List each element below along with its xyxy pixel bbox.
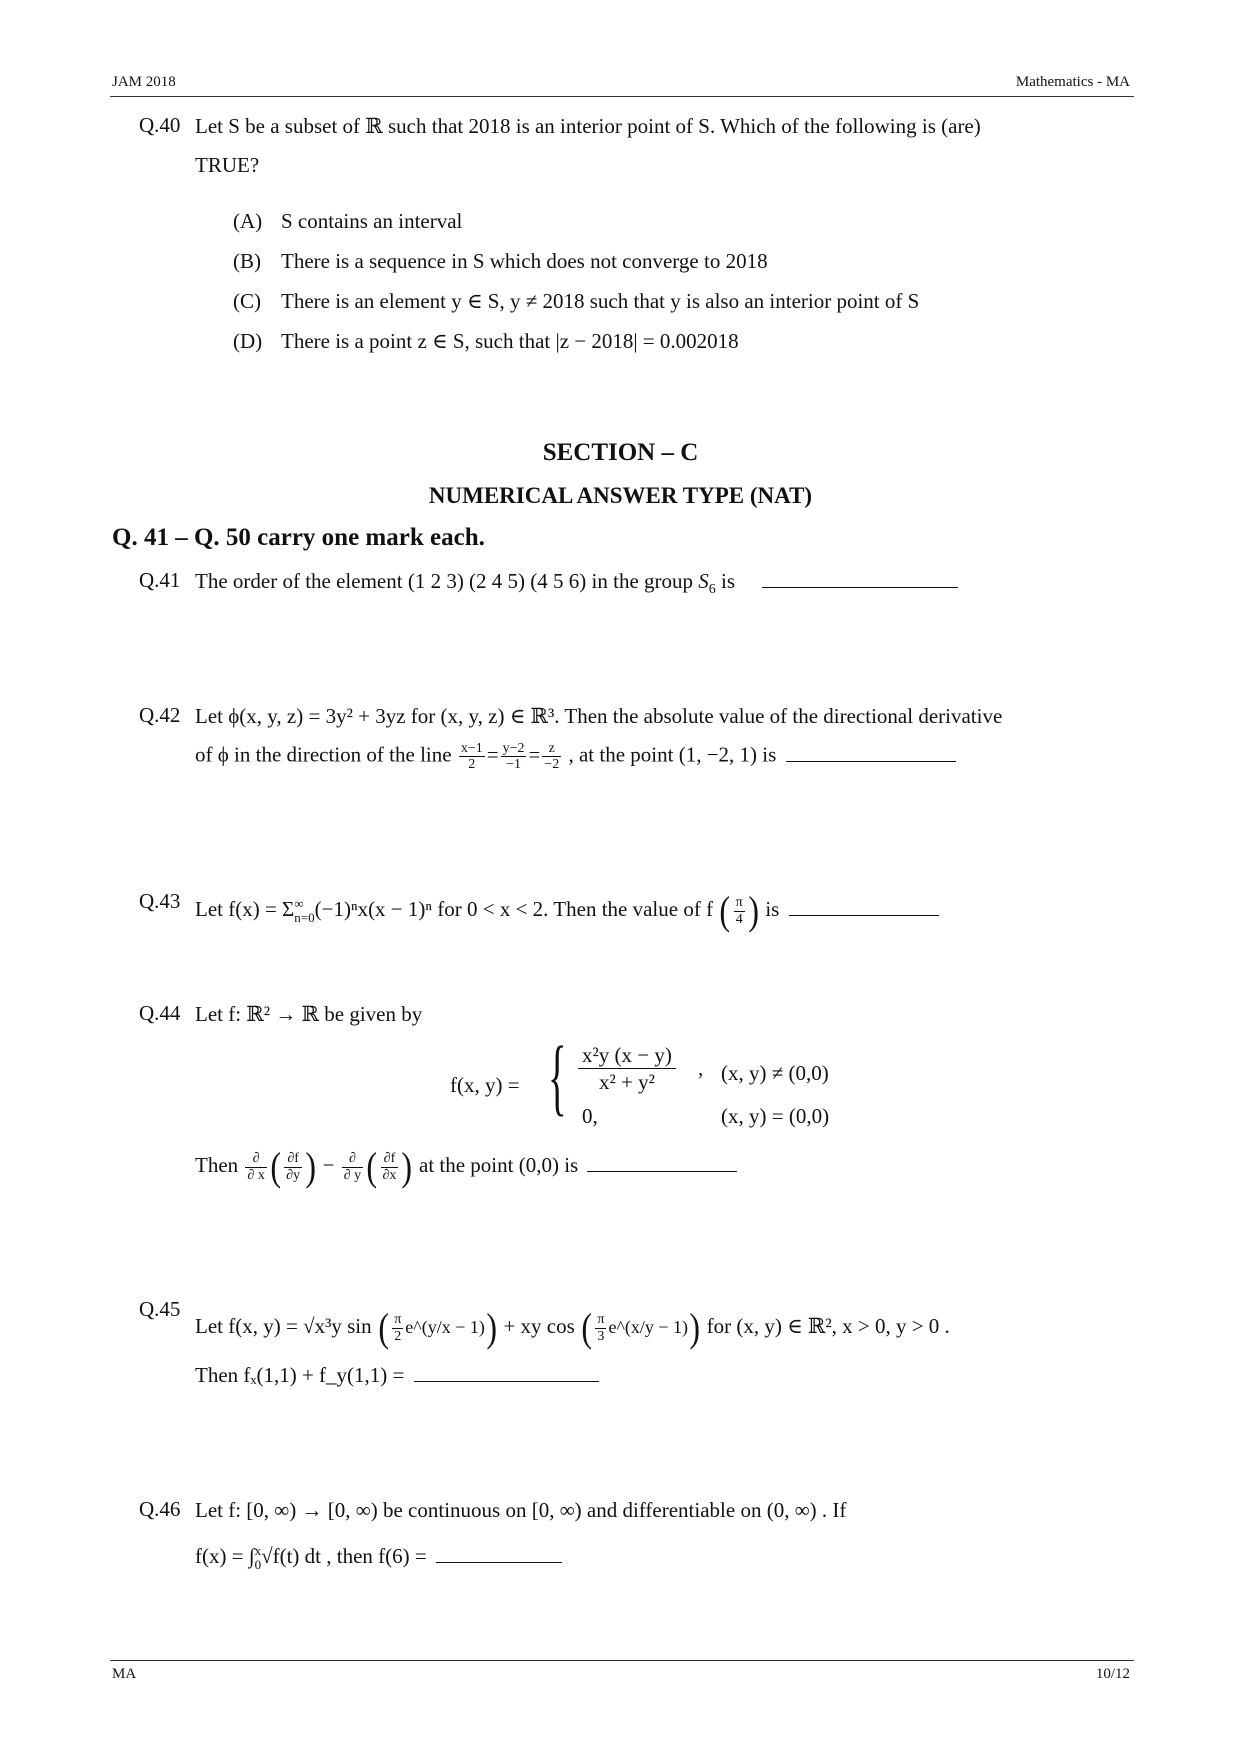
q45-line2-text: Then fₓ(1,1) + f_y(1,1) = — [195, 1363, 405, 1387]
q45-line1-b: for (x, y) ∈ ℝ², x > 0, y > 0 . — [706, 1313, 950, 1338]
page-number: 10/12 — [1095, 1666, 1130, 1682]
q43-text-a: Let f(x) = Σ — [195, 896, 295, 921]
q46-line2-b: √f(t) dt , then f(6) = — [261, 1544, 427, 1568]
header-rule — [110, 96, 1134, 97]
footer-rule — [110, 1660, 1134, 1661]
q44-answer-blank[interactable] — [587, 1153, 737, 1172]
q40-option-b-label: (B) — [233, 249, 261, 273]
q44-brace: { — [548, 1028, 567, 1124]
q45-line1 — [195, 1305, 950, 1350]
q45-exp1: e^(y/x − 1) — [405, 1316, 485, 1337]
q44-then: Then — [195, 1152, 239, 1177]
q46-answer-blank[interactable] — [436, 1544, 562, 1563]
q40-option-a-label: (A) — [233, 209, 263, 233]
q43-text-c: is — [765, 896, 780, 921]
q46-line1: Let f: [0, ∞) → [0, ∞) be continuous on [0, ∞) and differentiable on (0, ∞) . If — [195, 1498, 847, 1522]
q42-line2: of ϕ in the direction of the line $\frac{x-1}{2}$ = $\frac{y-2}{-1}$ = $\frac{z}{-2}$ , at the point (1, −2, 1) is — [195, 741, 956, 773]
q45-line1-a: Let f(x, y) = √x³y sin — [195, 1313, 372, 1338]
q42-answer-blank[interactable] — [786, 743, 956, 762]
q40-option-c-label: (C) — [233, 289, 261, 313]
q42-line1: Let ϕ(x, y, z) = 3y² + 3yz for (x, y, z) ∈ ℝ³. Then the absolute value of the directional derivative — [195, 704, 1003, 728]
q45-paren2-close: ) — [689, 1305, 701, 1350]
footer-left: MA — [112, 1666, 137, 1682]
q42-frac-x: $\frac{x-1}{2}$ — [460, 741, 483, 773]
q43-text-b: (−1)ⁿx(x − 1)ⁿ for 0 < x < 2. Then the value of f — [314, 896, 714, 921]
q44-case2-value: 0, — [582, 1104, 598, 1128]
q45-number: Q.45 — [139, 1297, 181, 1321]
q40-option-b-text: There is a sequence in S which does not converge to 2018 — [281, 249, 768, 273]
q44-line1: Let f: ℝ² → ℝ be given by — [195, 1002, 423, 1026]
q45-paren1-open: ( — [378, 1305, 389, 1350]
q43-paren-open: ( — [719, 888, 731, 933]
q44-d2: $\frac{\partial f}{\partial y}$ — [286, 1151, 301, 1183]
q45-line2 — [195, 1362, 599, 1388]
q43-number: Q.43 — [139, 889, 181, 913]
q46-int-limits: x 0 — [254, 1542, 262, 1573]
q44-d3: ∂ ∂ y — [343, 1151, 362, 1183]
q44-d1: ∂ ∂ x — [247, 1151, 265, 1183]
q44-paren2-close: ) — [401, 1144, 413, 1189]
q41-group: S — [698, 569, 709, 593]
q42-frac-z: $\frac{z}{-2}$ — [544, 741, 560, 773]
q44-comma: , — [698, 1056, 704, 1080]
q41-answer-blank[interactable] — [762, 569, 958, 588]
q42-number: Q.42 — [139, 703, 181, 727]
q46-line2-a: f(x) = ∫ — [195, 1544, 255, 1568]
q44-case2-cond: (x, y) = (0,0) — [721, 1104, 830, 1128]
q45-pi-third: $\frac{\pi}{3}$ — [597, 1312, 605, 1344]
q40-option-d-text: There is a point z ∈ S, such that |z − 2018| = 0.002018 — [281, 329, 739, 353]
q43-paren-close: ) — [748, 888, 759, 933]
q44-case1-frac: x²y (x − y) x² + y² — [578, 1042, 676, 1096]
q44-minus: − — [322, 1152, 335, 1177]
q45-exp2: e^(x/y − 1) — [608, 1316, 689, 1337]
q44-d4: $\frac{\partial f}{\partial x}$ — [382, 1151, 397, 1183]
q45-paren2-open: ( — [581, 1305, 593, 1350]
q41-group-sub: 6 — [708, 582, 716, 598]
q43-text — [195, 888, 939, 933]
q40-line1: Let S be a subset of ℝ such that 2018 is an interior point of S. Which of the following is (are) — [195, 114, 981, 138]
q44-paren2-open: ( — [366, 1144, 378, 1189]
q45-paren1-close: ) — [486, 1305, 497, 1350]
q42-line2-b: , at the point (1, −2, 1) is — [568, 742, 777, 767]
q43-sum-limits: ∞ n=0 — [294, 896, 315, 925]
q40-option-d-label: (D) — [233, 329, 263, 353]
q43-answer-blank[interactable] — [789, 897, 939, 916]
section-subtitle: NUMERICAL ANSWER TYPE (NAT) — [428, 483, 813, 508]
q41-text — [195, 568, 958, 599]
q40-line2: TRUE? — [195, 153, 260, 177]
q46-line2 — [195, 1543, 562, 1572]
q44-case1-cond: (x, y) ≠ (0,0) — [721, 1061, 829, 1085]
q42-line2-a: of ϕ in the direction of the line — [195, 742, 452, 767]
marks-note: Q. 41 – Q. 50 carry one mark each. — [112, 524, 485, 551]
q41-text-b: is — [715, 569, 736, 593]
q44-tail: at the point (0,0) is — [419, 1152, 579, 1177]
header-left: JAM 2018 — [112, 74, 176, 90]
q45-pi-half: $\frac{\pi}{2}$ — [394, 1312, 402, 1344]
q44-lhs: f(x, y) = — [450, 1073, 520, 1097]
q44-number: Q.44 — [139, 1001, 181, 1025]
q41-text-a: The order of the element (1 2 3) (2 4 5) (4 5 6) in the group — [195, 569, 699, 593]
q44-then-line — [195, 1144, 737, 1189]
q44-paren1-close: ) — [305, 1144, 317, 1189]
q43-arg-frac: $\frac{\pi}{4}$ — [735, 895, 743, 927]
q42-frac-y: $\frac{y-2}{-1}$ — [502, 741, 525, 773]
q46-number: Q.46 — [139, 1497, 181, 1521]
q44-paren1-open: ( — [270, 1144, 281, 1189]
q40-number: Q.40 — [139, 113, 181, 137]
q41-number: Q.41 — [139, 568, 181, 592]
q45-mid: + xy cos — [503, 1313, 575, 1338]
q40-option-c-text: There is an element y ∈ S, y ≠ 2018 such that y is also an interior point of S — [281, 289, 920, 313]
q45-answer-blank[interactable] — [414, 1363, 599, 1382]
header-right: Mathematics - MA — [1015, 74, 1130, 90]
q40-option-a-text: S contains an interval — [281, 209, 463, 233]
section-title: SECTION – C — [542, 439, 699, 466]
